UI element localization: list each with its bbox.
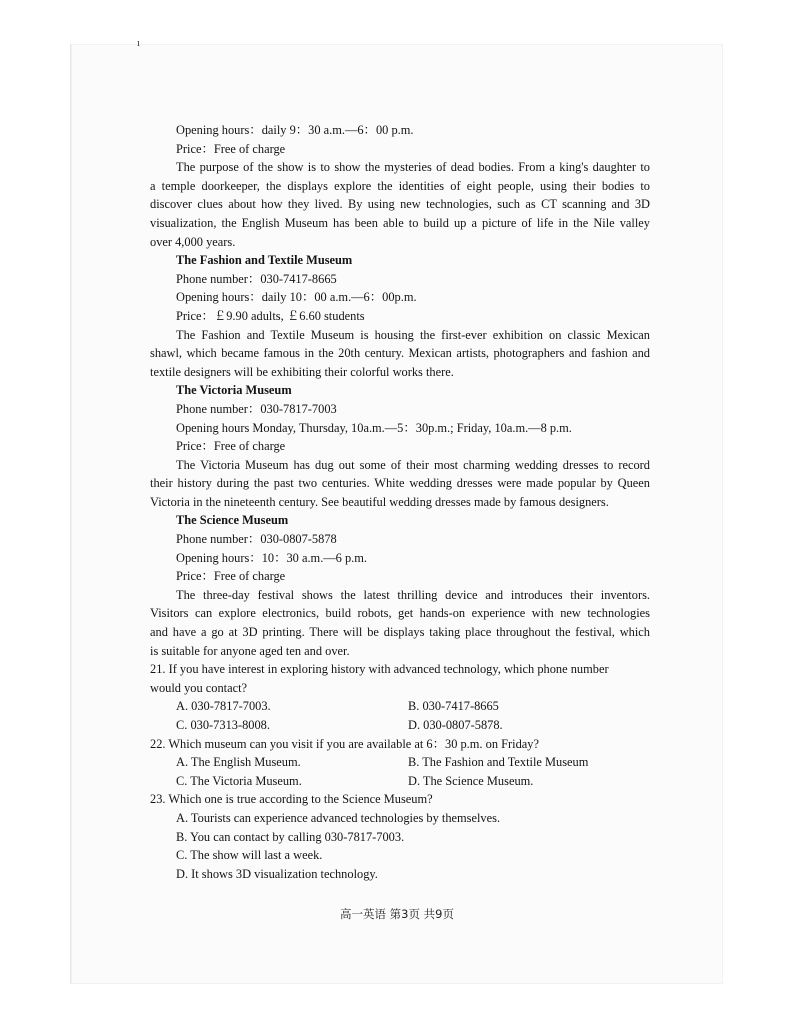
science-desc-line: and have a go at 3D printing. There will be displays taking place throughout the festival, which bbox=[150, 625, 650, 640]
option-b: B. You can contact by calling 030-7817-7003. bbox=[176, 829, 405, 844]
science-desc-line: Visitors can explore electronics, build robots, get hands-on experience with new technologies bbox=[150, 606, 650, 621]
option-b: B. The Fashion and Textile Museum bbox=[408, 755, 589, 770]
english-desc-line: discover clues about how they lived. By using new technologies, such as CT scanning and 3D bbox=[150, 197, 650, 212]
question-21-stem: would you contact? bbox=[150, 680, 248, 695]
fashion-desc-line: The Fashion and Textile Museum is housing the first-ever exhibition on classic Mexican bbox=[176, 327, 650, 342]
option-a: A. 030-7817-7003. bbox=[176, 699, 271, 714]
english-opening-hours: Opening hours：daily 9：30 a.m.—6：00 p.m. bbox=[176, 123, 414, 137]
option-d: D. 030-0807-5878. bbox=[408, 718, 503, 732]
fashion-desc-line: shawl, which became famous in the 20th century. Mexican artists, photographers and fashion and bbox=[150, 346, 650, 361]
victoria-museum-title: The Victoria Museum bbox=[176, 383, 292, 398]
victoria-desc-line: their history during the past two centuries. White wedding dresses were made popular by Queen bbox=[150, 476, 650, 491]
english-desc-line: visualization, the English Museum has been able to build up a picture of life in the Nile valley bbox=[150, 215, 650, 230]
page-content bbox=[150, 121, 650, 883]
page-footer: 高一英语 第3页 共9页 bbox=[340, 907, 454, 921]
victoria-desc-line: The Victoria Museum has dug out some of their most charming wedding dresses to record bbox=[176, 457, 650, 472]
question-21-stem: 21. If you have interest in exploring history with advanced technology, which phone number bbox=[150, 662, 609, 677]
option-d: D. It shows 3D visualization technology. bbox=[176, 866, 378, 881]
science-museum-title: The Science Museum bbox=[176, 513, 289, 528]
science-opening-hours: Opening hours：10：30 a.m.—6 p.m. bbox=[176, 550, 368, 565]
fashion-phone: Phone number：030-7417-8665 bbox=[176, 271, 337, 286]
option-b: B. 030-7417-8665 bbox=[408, 699, 499, 714]
option-c: C. 030-7313-8008. bbox=[176, 718, 270, 732]
page-corner-mark: ı bbox=[137, 38, 140, 49]
victoria-price: Price：Free of charge bbox=[176, 439, 286, 454]
option-c: C. The Victoria Museum. bbox=[176, 773, 302, 788]
fashion-opening-hours: Opening hours：daily 10：00 a.m.—6：00p.m. bbox=[176, 290, 417, 305]
option-a: A. The English Museum. bbox=[176, 755, 301, 770]
question-21-options-row bbox=[150, 697, 650, 716]
question-22-options-row bbox=[150, 772, 650, 791]
option-c: C. The show will last a week. bbox=[176, 848, 323, 863]
option-a: A. Tourists can experience advanced technologies by themselves. bbox=[176, 810, 501, 825]
fashion-desc-line: textile designers will be exhibiting their colorful works there. bbox=[150, 364, 454, 379]
victoria-phone: Phone number：030-7817-7003 bbox=[176, 401, 337, 416]
victoria-desc-line: Victoria in the nineteenth century. See beautiful wedding dresses made by famous designers. bbox=[150, 494, 609, 509]
fashion-price: Price：￡9.90 adults, ￡6.60 students bbox=[176, 308, 365, 323]
victoria-opening-hours: Opening hours Monday, Thursday, 10a.m.—5：30p.m.; Friday, 10a.m.—8 p.m. bbox=[176, 420, 572, 435]
english-desc-line: a temple doorkeeper, the displays explore the identities of eight people, using their bodies to bbox=[150, 178, 650, 193]
science-desc-line: is suitable for anyone aged ten and over. bbox=[150, 643, 350, 658]
english-desc-line: The purpose of the show is to show the mysteries of dead bodies. From a king's daughter to bbox=[176, 160, 650, 175]
question-22-stem: 22. Which museum can you visit if you are available at 6：30 p.m. on Friday? bbox=[150, 736, 539, 751]
science-price: Price：Free of charge bbox=[176, 569, 286, 584]
question-23-stem: 23. Which one is true according to the Science Museum? bbox=[150, 792, 433, 807]
option-d: D. The Science Museum. bbox=[408, 773, 534, 788]
science-desc-line: The three-day festival shows the latest thrilling device and introduces their inventors. bbox=[176, 587, 650, 602]
english-desc-line: over 4,000 years. bbox=[150, 234, 236, 249]
science-phone: Phone number：030-0807-5878 bbox=[176, 532, 337, 547]
question-22-options-row bbox=[150, 753, 650, 772]
english-price: Price：Free of charge bbox=[176, 141, 286, 156]
fashion-museum-title: The Fashion and Textile Museum bbox=[176, 253, 353, 268]
question-21-options-row bbox=[150, 716, 650, 735]
